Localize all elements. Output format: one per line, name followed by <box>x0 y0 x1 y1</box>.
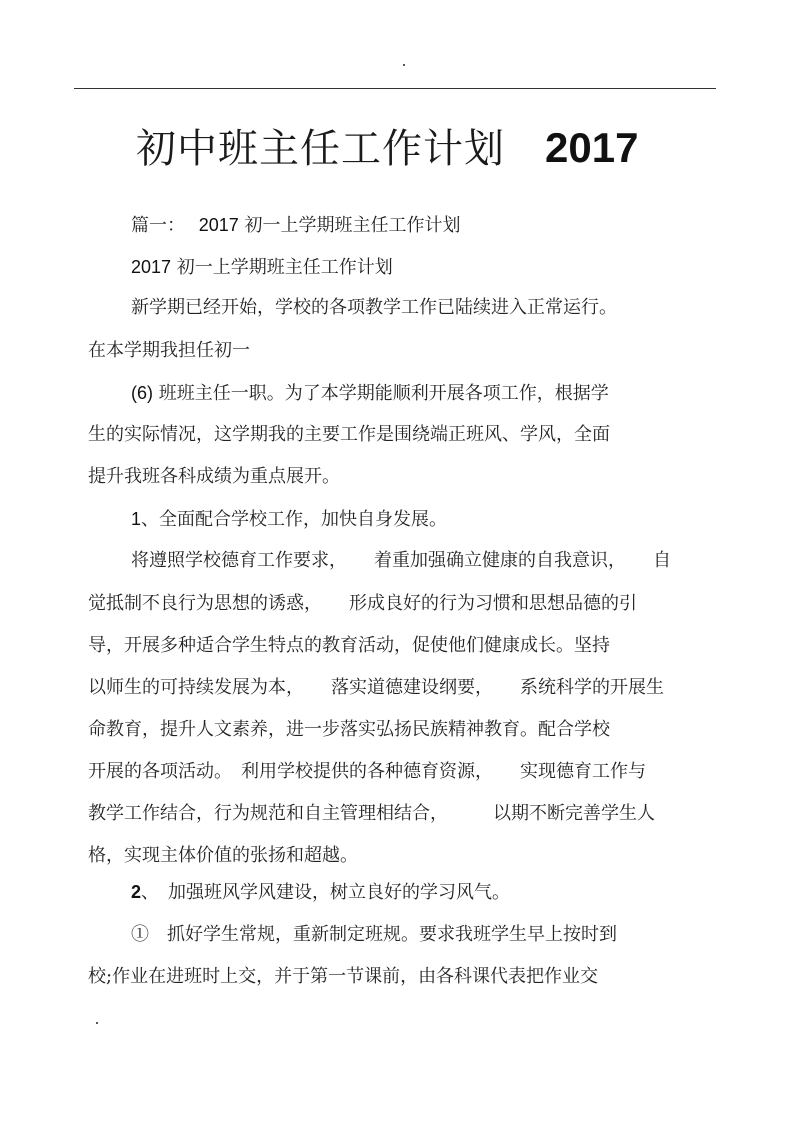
numbered-heading <box>131 507 447 532</box>
heading-text: 、全面配合学校工作，加快自身发展。 <box>141 509 448 530</box>
paragraph-line: 生的实际情况，这学期我的主要工作是围绕端正班风、学风，全面 <box>88 424 610 445</box>
subtitle-text: 初一上学期班主任工作计划 <box>171 257 393 278</box>
paragraph-line: 在本学期我担任初一 <box>88 340 250 361</box>
section-title: 初一上学期班主任工作计划 <box>238 215 461 236</box>
paragraph-line: 提升我班各科成绩为重点展开。 <box>88 466 340 487</box>
section-year: 2017 <box>198 215 239 235</box>
paragraph-line: 命教育，提升人文素养，进一步落实弘扬民族精神教育。配合学校 <box>88 719 610 740</box>
paragraph-line: 开展的各项活动。 利用学校提供的各种德育资源， 实现德育工作与 <box>88 761 646 782</box>
heading-number: 2 <box>131 882 142 902</box>
heading-text: 、 加强班风学风建设，树立良好的学习风气。 <box>141 882 511 903</box>
paragraph-line: 导，开展多种适合学生特点的教育活动，促使他们健康成长。坚持 <box>88 635 610 656</box>
footer-mark <box>96 1022 98 1024</box>
subtitle <box>131 255 393 280</box>
class-number: (6) <box>131 383 153 403</box>
paragraph-line: 新学期已经开始，学校的各项教学工作已陆续进入正常运行。 <box>131 297 617 318</box>
paragraph-line: 以师生的可持续发展为本， 落实道德建设纲要， 系统科学的开展生 <box>88 677 664 698</box>
title-text: 初中班主任工作计划 <box>136 126 505 172</box>
paragraph-line: 教学工作结合，行为规范和自主管理相结合， 以期不断完善学生人 <box>88 803 655 824</box>
header-mark <box>403 64 405 66</box>
line-text: 班班主任一职。为了本学期能顺利开展各项工作，根据学 <box>153 383 609 404</box>
section-heading <box>131 213 461 238</box>
heading-number: 1 <box>131 509 142 529</box>
numbered-heading <box>131 880 510 905</box>
title-year: 2017 <box>545 124 639 171</box>
header-rule <box>74 88 716 89</box>
paragraph-line: 校;作业在进班时上交，并于第一节课前，由各科课代表把作业交 <box>88 966 599 987</box>
paragraph-line <box>131 381 609 406</box>
paragraph-line: 将遵照学校德育工作要求， 着重加强确立健康的自我意识， 自 <box>131 550 671 571</box>
paragraph-line: 觉抵制不良行为思想的诱惑， 形成良好的行为习惯和思想品德的引 <box>88 593 637 614</box>
paragraph-line: 格，实现主体价值的张扬和超越。 <box>88 845 358 866</box>
section-prefix: 篇一： <box>131 215 185 236</box>
document-title <box>136 120 638 177</box>
paragraph-line: ① 抓好学生常规，重新制定班规。要求我班学生早上按时到 <box>131 924 617 945</box>
subtitle-year: 2017 <box>131 257 172 277</box>
